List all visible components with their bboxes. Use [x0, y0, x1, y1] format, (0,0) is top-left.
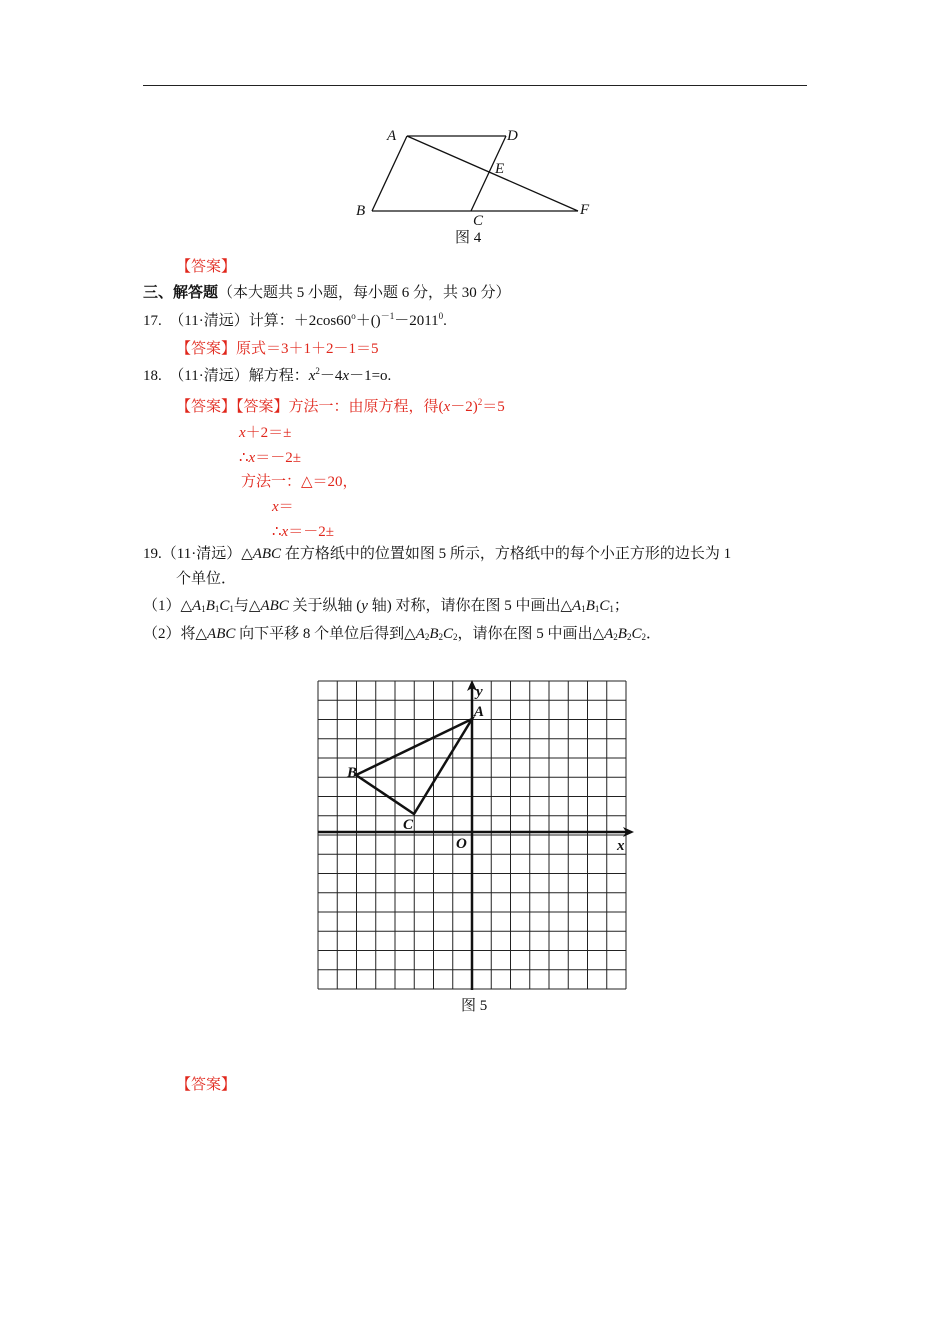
question-19-line-2: 个单位． [176, 571, 237, 587]
q19-l1-abc: ABC [252, 546, 282, 562]
q19-p2d: 出△ [577, 626, 605, 642]
q19-p1c: 关于纵轴 ( [288, 598, 362, 614]
q19-p1-sub-d: 1 [581, 604, 586, 614]
q19-p1-abc: ABC [260, 598, 289, 614]
q17-answer-label: 【答案】 [176, 341, 237, 357]
label-A: A [387, 128, 397, 144]
q19-p2-sub-c: 2 [453, 632, 458, 642]
q19-p2-abc: ABC [207, 626, 236, 642]
q19-p1-sub-f: 1 [609, 604, 614, 614]
q17-deg: o [351, 311, 356, 321]
q19-p2-A: A [415, 626, 425, 642]
q19-number: 19. [143, 546, 162, 562]
q18-s2-x: x [248, 450, 256, 466]
q18-answer-label: 【答案】 [176, 399, 237, 415]
q19-p1-B: B [205, 598, 215, 614]
q19-p1-sub-b: 1 [214, 604, 220, 614]
q19-p1-sub-c: 1 [229, 604, 234, 614]
q18-s2-pre: ∴ [239, 450, 249, 466]
q18-mid: －4 [319, 368, 343, 384]
q19-p2-B: B [429, 626, 439, 642]
q19-p1-y: y [361, 598, 368, 614]
q19-p1-C: C [219, 598, 230, 614]
q18-s4-x: x [272, 499, 279, 515]
q17-answer-text: 原式＝3＋1＋2－1＝5 [236, 341, 379, 357]
q19-l1a: （11·清远）△ [161, 546, 253, 562]
point-label-A: A [474, 704, 485, 720]
q19-p2-sub-f: 2 [641, 632, 646, 642]
point-label-C: C [403, 817, 414, 833]
q19-p1-B2: B [585, 598, 595, 614]
q18-s5: ＝－2± [288, 524, 334, 540]
q18-ans-x: x [443, 399, 451, 415]
q19-p2-C2: C [631, 626, 642, 642]
label-D: D [507, 128, 518, 144]
figure-4-caption: 图 4 [455, 230, 482, 246]
q19-p2b: 向下平移 8 个单位后得到△ [235, 626, 416, 642]
q18-sq: 2 [315, 366, 320, 376]
label-E: E [495, 161, 505, 177]
q17-exp2: 0 [438, 311, 444, 321]
q18-ans-sq: 2 [477, 397, 483, 407]
q18-x2: x [342, 368, 350, 384]
q17-tail: －2011 [394, 313, 439, 329]
q18-ans-tail: ＝5 [482, 399, 505, 415]
q18-s5-pre: ∴ [272, 524, 282, 540]
label-B: B [356, 203, 366, 219]
q18-number: 18. [143, 368, 162, 384]
q19-p1-sub-a: 1 [201, 604, 206, 614]
q19-p1-A: A [192, 598, 202, 614]
q19-p1e: ； [613, 598, 629, 614]
q18-s4: ＝ [278, 499, 294, 515]
q17-mid: ＋() [355, 313, 381, 329]
point-label-B: B [347, 765, 358, 781]
q19-p2-A2: A [604, 626, 614, 642]
label-F: F [580, 202, 590, 218]
answer-label-16: 【答案】 [176, 259, 237, 275]
q19-l1b: 在方格 [281, 546, 330, 562]
q19-p2-sub-d: 2 [613, 632, 618, 642]
q18-s5-x: x [281, 524, 289, 540]
q17-exp1: －1 [380, 311, 395, 321]
q19-p1a: （1）△ [143, 598, 193, 614]
axis-label-x: x [617, 838, 625, 854]
q18-s1: ＋2＝± [245, 425, 292, 441]
figure-5-caption: 图 5 [461, 998, 488, 1014]
q19-p2a: （2）将△ [143, 626, 208, 642]
q19-p1-A2: A [572, 598, 582, 614]
q18-x: x [308, 368, 316, 384]
origin-label: O [456, 836, 467, 852]
q19-p2-B2: B [617, 626, 627, 642]
q17-source: （11·清远）计算：＋2cos60 [169, 313, 352, 329]
q19-p2-C: C [443, 626, 454, 642]
q17-end: . [443, 313, 447, 329]
q19-p1b: 与△ [233, 598, 261, 614]
section-3-note: （本大题共 5 小题，每小题 6 分，共 30 分） [218, 285, 511, 301]
axis-label-y: y [476, 684, 483, 700]
q19-p2-sub-b: 2 [438, 632, 444, 642]
q18-ans-mid: －2) [450, 399, 478, 415]
q19-p2c: ，请你在图 5 中画 [457, 626, 578, 642]
q17-number: 17. [143, 313, 162, 329]
q19-p1-sub-e: 1 [594, 604, 600, 614]
q19-p2-sub-a: 2 [424, 632, 430, 642]
section-3-title: 三、解答题 [143, 285, 219, 301]
q18-tail: －1=o. [349, 368, 392, 384]
q19-answer-label: 【答案】 [176, 1077, 237, 1093]
q18-s1-x: x [239, 425, 246, 441]
q18-answer-head: 【答案】方法一：由原方程，得( [236, 399, 444, 415]
q19-p1-C2: C [599, 598, 610, 614]
q18-source: （11·清远）解方程： [169, 368, 309, 384]
q18-step-3: 方法一：△＝20， [241, 474, 358, 490]
q19-p2e: ． [645, 626, 661, 642]
q19-p2-sub-e: 2 [626, 632, 632, 642]
label-C: C [473, 213, 484, 229]
q18-s2: ＝－2± [255, 450, 301, 466]
q19-p1d: 轴) 对称，请你在图 5 中画出△ [367, 598, 573, 614]
q19-l1c: 纸中的位置如图 5 所示，方格纸中的每个小正方形的边长为 1 [329, 546, 732, 562]
